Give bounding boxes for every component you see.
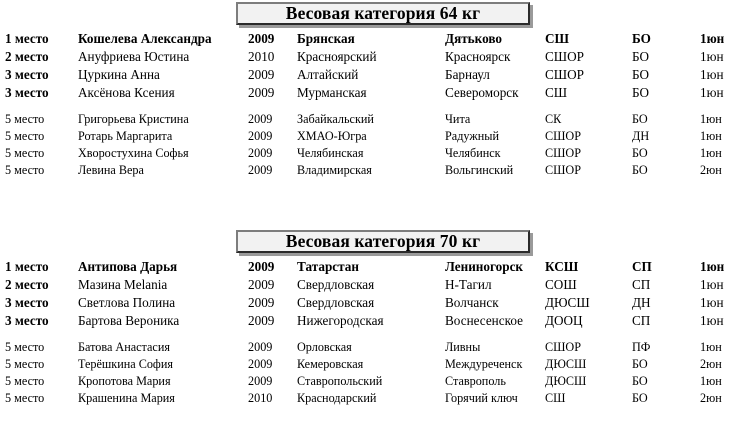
cell-name: Терёшкина София xyxy=(78,357,173,371)
cell-region: Мурманская xyxy=(297,85,367,100)
cell-city: Междуреченск xyxy=(445,357,523,371)
cell-org: ДН xyxy=(632,295,651,310)
weight-category-block xyxy=(0,0,750,179)
table-row xyxy=(0,390,750,407)
cell-name: Ротарь Маргарита xyxy=(78,129,173,143)
cell-year: 2009 xyxy=(248,31,275,46)
cell-city: Барнаул xyxy=(445,67,490,82)
cell-name: Светлова Полина xyxy=(78,295,176,310)
cell-region: Нижегородская xyxy=(297,313,384,328)
cell-place: 5 место xyxy=(5,374,45,388)
table-row xyxy=(0,373,750,390)
cell-year: 2009 xyxy=(248,295,275,310)
cell-name: Левина Вера xyxy=(78,163,144,177)
cell-place: 5 место xyxy=(5,340,45,354)
table-row xyxy=(0,356,750,373)
category-title-text: Весовая категория 64 кг xyxy=(285,2,481,23)
cell-city: Челябинск xyxy=(445,146,501,160)
cell-name: Крашенина Мария xyxy=(78,391,175,405)
cell-year: 2009 xyxy=(248,163,273,177)
cell-name: Григорьева Кристина xyxy=(78,112,189,126)
category-title-box xyxy=(236,2,530,25)
table-row xyxy=(0,339,750,356)
cell-date: 1юн xyxy=(700,146,722,160)
cell-org: БО xyxy=(632,391,648,405)
cell-club: СОШ xyxy=(545,277,577,292)
cell-date: 1юн xyxy=(700,112,722,126)
weight-category-block xyxy=(0,228,750,407)
cell-name: Ануфриева Юстина xyxy=(78,49,190,64)
cell-place: 5 место xyxy=(5,146,45,160)
cell-org: СП xyxy=(632,259,652,274)
table-row xyxy=(0,276,750,294)
cell-club: ДООЦ xyxy=(545,313,583,328)
cell-region: Забайкальский xyxy=(297,112,374,126)
cell-year: 2009 xyxy=(248,259,275,274)
cell-org: ПФ xyxy=(632,340,651,354)
cell-region: Алтайский xyxy=(297,67,359,82)
cell-year: 2009 xyxy=(248,146,273,160)
cell-region: Красноярский xyxy=(297,49,377,64)
cell-year: 2009 xyxy=(248,277,275,292)
cell-org: БО xyxy=(632,49,650,64)
cell-year: 2009 xyxy=(248,129,273,143)
cell-date: 1юн xyxy=(700,129,722,143)
cell-date: 2юн xyxy=(700,391,722,405)
cell-name: Кошелева Александра xyxy=(78,31,212,46)
cell-year: 2009 xyxy=(248,340,273,354)
cell-name: Мазина Melania xyxy=(78,277,168,292)
cell-club: СШОР xyxy=(545,49,584,64)
cell-year: 2009 xyxy=(248,112,273,126)
cell-place: 5 место xyxy=(5,163,45,177)
cell-region: Владимирская xyxy=(297,163,372,177)
cell-date: 1юн xyxy=(700,313,724,328)
cell-org: БО xyxy=(632,374,648,388)
cell-region: Орловская xyxy=(297,340,352,354)
cell-city: Н-Тагил xyxy=(445,277,492,292)
cell-name: Хворостухина Софья xyxy=(78,146,189,160)
cell-club: СШОР xyxy=(545,146,582,160)
cell-date: 1юн xyxy=(700,374,722,388)
cell-city: Лениногорск xyxy=(445,259,524,274)
cell-place: 5 место xyxy=(5,112,45,126)
cell-place: 5 место xyxy=(5,129,45,143)
cell-name: Цуркина Анна xyxy=(78,67,160,82)
cell-name: Аксёнова Ксения xyxy=(78,85,175,100)
cell-date: 1юн xyxy=(700,31,725,46)
cell-year: 2009 xyxy=(248,357,273,371)
cell-date: 1юн xyxy=(700,340,722,354)
cell-org: БО xyxy=(632,112,648,126)
cell-year: 2010 xyxy=(248,49,275,64)
cell-city: Красноярск xyxy=(445,49,511,64)
cell-name: Бартова Вероника xyxy=(78,313,180,328)
cell-club: ДЮСШ xyxy=(545,374,587,388)
cell-city: Воснесенское xyxy=(445,313,523,328)
cell-name: Антипова Дарья xyxy=(78,259,178,274)
cell-club: СШОР xyxy=(545,129,582,143)
cell-org: БО xyxy=(632,146,648,160)
cell-city: Североморск xyxy=(445,85,519,100)
cell-city: Радужный xyxy=(445,129,499,143)
cell-place: 2 место xyxy=(5,49,49,64)
cell-org: БО xyxy=(632,163,648,177)
cell-place: 3 место xyxy=(5,295,49,310)
cell-city: Горячий ключ xyxy=(445,391,518,405)
cell-date: 1юн xyxy=(700,85,724,100)
cell-place: 3 место xyxy=(5,67,49,82)
cell-place: 5 место xyxy=(5,391,45,405)
cell-region: Кемеровская xyxy=(297,357,364,371)
cell-club: СК xyxy=(545,112,562,126)
cell-place: 1 место xyxy=(5,259,49,274)
cell-date: 1юн xyxy=(700,67,724,82)
table-row xyxy=(0,312,750,330)
cell-region: ХМАО-Югра xyxy=(297,129,367,143)
cell-year: 2009 xyxy=(248,313,275,328)
cell-org: ДН xyxy=(632,129,650,143)
cell-city: Дятьково xyxy=(445,31,502,46)
table-row xyxy=(0,111,750,128)
table-row xyxy=(0,145,750,162)
category-title-text: Весовая категория 70 кг xyxy=(285,230,481,251)
table-row xyxy=(0,258,750,276)
cell-year: 2009 xyxy=(248,67,275,82)
cell-org: БО xyxy=(632,31,651,46)
table-row xyxy=(0,30,750,48)
cell-club: ДЮСШ xyxy=(545,357,587,371)
cell-place: 1 место xyxy=(5,31,49,46)
cell-name: Батова Анастасия xyxy=(78,340,170,354)
cell-place: 3 место xyxy=(5,313,49,328)
cell-org: СП xyxy=(632,277,651,292)
cell-club: КСШ xyxy=(545,259,579,274)
cell-club: СШОР xyxy=(545,67,584,82)
cell-city: Вольгинский xyxy=(445,163,514,177)
cell-club: СШ xyxy=(545,85,568,100)
cell-org: СП xyxy=(632,313,651,328)
cell-year: 2010 xyxy=(248,391,273,405)
results-rows xyxy=(0,258,750,407)
cell-club: ДЮСШ xyxy=(545,295,590,310)
cell-date: 1юн xyxy=(700,277,724,292)
cell-org: БО xyxy=(632,67,650,82)
cell-name: Кропотова Мария xyxy=(78,374,171,388)
table-row xyxy=(0,66,750,84)
category-title-bar xyxy=(0,0,750,30)
cell-date: 2юн xyxy=(700,163,722,177)
cell-city: Ливны xyxy=(445,340,481,354)
cell-city: Чита xyxy=(445,112,471,126)
results-rows xyxy=(0,30,750,179)
cell-org: БО xyxy=(632,85,650,100)
cell-club: СШОР xyxy=(545,163,582,177)
cell-city: Волчанск xyxy=(445,295,499,310)
cell-org: БО xyxy=(632,357,648,371)
cell-date: 1юн xyxy=(700,259,725,274)
cell-year: 2009 xyxy=(248,374,273,388)
cell-club: СШОР xyxy=(545,340,582,354)
cell-place: 5 место xyxy=(5,357,45,371)
cell-date: 2юн xyxy=(700,357,722,371)
cell-date: 1юн xyxy=(700,295,724,310)
cell-region: Краснодарский xyxy=(297,391,377,405)
table-row xyxy=(0,128,750,145)
cell-region: Свердловская xyxy=(297,277,375,292)
category-title-box xyxy=(236,230,530,253)
cell-region: Челябинская xyxy=(297,146,364,160)
table-row xyxy=(0,294,750,312)
table-row xyxy=(0,162,750,179)
cell-region: Татарстан xyxy=(297,259,359,274)
table-row xyxy=(0,84,750,102)
cell-region: Ставропольский xyxy=(297,374,383,388)
cell-date: 1юн xyxy=(700,49,724,64)
table-row xyxy=(0,48,750,66)
cell-region: Брянская xyxy=(297,31,355,46)
category-title-bar xyxy=(0,228,750,258)
cell-city: Ставрополь xyxy=(445,374,506,388)
cell-club: СШ xyxy=(545,31,570,46)
cell-place: 3 место xyxy=(5,85,49,100)
cell-place: 2 место xyxy=(5,277,49,292)
cell-year: 2009 xyxy=(248,85,275,100)
cell-region: Свердловская xyxy=(297,295,375,310)
cell-club: СШ xyxy=(545,391,566,405)
